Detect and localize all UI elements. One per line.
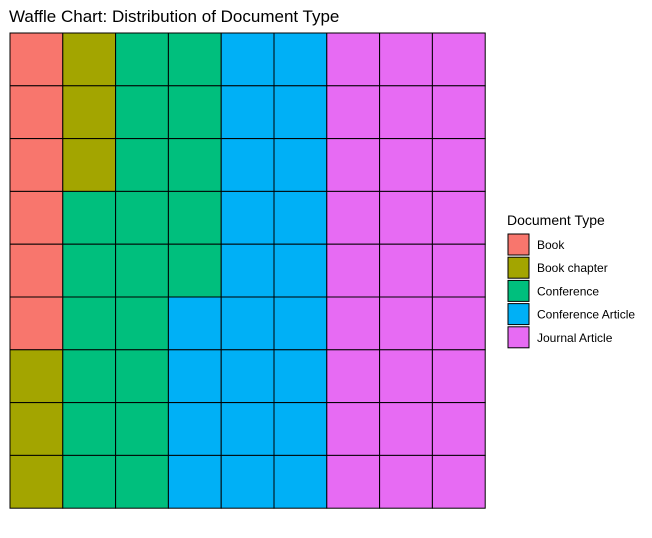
waffle-cell-journal-article [432, 191, 485, 244]
waffle-cell-conference [63, 297, 116, 350]
waffle-cell-journal-article [380, 244, 433, 297]
waffle-cell-conference-article [274, 139, 327, 192]
legend-label-book-chapter: Book chapter [537, 261, 608, 276]
waffle-cell-conference-article [168, 297, 221, 350]
waffle-cell-book [10, 297, 63, 350]
waffle-cell-book-chapter [63, 86, 116, 139]
waffle-cell-conference-article [221, 455, 274, 508]
legend-label-journal-article: Journal Article [537, 330, 613, 345]
waffle-cell-book [10, 139, 63, 192]
chart-title: Waffle Chart: Distribution of Document Type [9, 7, 340, 26]
waffle-cell-journal-article [432, 139, 485, 192]
waffle-cell-journal-article [432, 33, 485, 86]
waffle-cell-journal-article [327, 86, 380, 139]
waffle-cell-book-chapter [10, 403, 63, 456]
waffle-cell-book [10, 244, 63, 297]
waffle-cell-conference-article [221, 350, 274, 403]
waffle-cell-conference-article [168, 455, 221, 508]
waffle-cell-conference [116, 350, 169, 403]
waffle-cell-book-chapter [63, 33, 116, 86]
waffle-cell-conference-article [274, 33, 327, 86]
waffle-cell-journal-article [327, 455, 380, 508]
waffle-cell-conference-article [221, 139, 274, 192]
waffle-cell-journal-article [380, 455, 433, 508]
waffle-cell-conference-article [274, 297, 327, 350]
waffle-cell-book [10, 33, 63, 86]
waffle-cell-conference-article [274, 455, 327, 508]
waffle-cell-conference [63, 403, 116, 456]
waffle-cell-conference-article [221, 191, 274, 244]
waffle-cell-conference [168, 191, 221, 244]
waffle-cell-conference [63, 350, 116, 403]
waffle-cell-book-chapter [10, 455, 63, 508]
waffle-cell-journal-article [432, 455, 485, 508]
waffle-cell-journal-article [432, 244, 485, 297]
waffle-cell-conference [63, 455, 116, 508]
waffle-cell-journal-article [432, 403, 485, 456]
waffle-cell-conference-article [274, 191, 327, 244]
waffle-cell-conference [116, 86, 169, 139]
waffle-cell-journal-article [327, 139, 380, 192]
waffle-cell-conference-article [221, 244, 274, 297]
waffle-cell-conference [168, 244, 221, 297]
legend-key-journal-article [508, 327, 529, 348]
waffle-cell-conference-article [274, 244, 327, 297]
waffle-grid [10, 33, 485, 508]
waffle-cell-conference-article [274, 403, 327, 456]
waffle-cell-journal-article [432, 297, 485, 350]
waffle-cell-journal-article [327, 33, 380, 86]
legend-key-book [508, 234, 529, 255]
waffle-cell-conference-article [221, 33, 274, 86]
waffle-cell-conference-article [221, 403, 274, 456]
legend-label-book: Book [537, 238, 565, 252]
waffle-cell-journal-article [380, 350, 433, 403]
waffle-cell-journal-article [380, 86, 433, 139]
waffle-cell-journal-article [380, 297, 433, 350]
waffle-cell-conference [63, 191, 116, 244]
waffle-cell-conference [168, 86, 221, 139]
waffle-cell-conference [168, 33, 221, 86]
waffle-cell-journal-article [327, 350, 380, 403]
legend-key-book-chapter [508, 257, 529, 278]
waffle-cell-journal-article [327, 403, 380, 456]
legend [508, 234, 635, 348]
waffle-cell-book [10, 191, 63, 244]
legend-label-conference: Conference [537, 284, 600, 299]
waffle-cell-conference [116, 33, 169, 86]
waffle-cell-conference [63, 244, 116, 297]
waffle-cell-journal-article [327, 244, 380, 297]
legend-title: Document Type [507, 212, 605, 228]
legend-label-conference-article: Conference Article [537, 307, 636, 322]
waffle-cell-conference-article [168, 403, 221, 456]
waffle-cell-journal-article [380, 191, 433, 244]
waffle-cell-conference [116, 455, 169, 508]
waffle-cell-conference-article [274, 86, 327, 139]
waffle-cell-conference-article [221, 86, 274, 139]
waffle-cell-journal-article [327, 297, 380, 350]
waffle-cell-journal-article [432, 86, 485, 139]
waffle-cell-conference [116, 244, 169, 297]
waffle-cell-book-chapter [63, 139, 116, 192]
waffle-cell-journal-article [432, 350, 485, 403]
waffle-cell-conference [116, 297, 169, 350]
waffle-cell-journal-article [380, 139, 433, 192]
waffle-cell-conference-article [221, 297, 274, 350]
waffle-cell-conference [116, 191, 169, 244]
waffle-cell-book [10, 86, 63, 139]
waffle-cell-journal-article [380, 33, 433, 86]
waffle-cell-journal-article [327, 191, 380, 244]
waffle-cell-conference [116, 403, 169, 456]
legend-key-conference [508, 280, 529, 301]
waffle-cell-conference-article [168, 350, 221, 403]
waffle-cell-conference-article [274, 350, 327, 403]
waffle-cell-conference [116, 139, 169, 192]
waffle-cell-book-chapter [10, 350, 63, 403]
legend-key-conference-article [508, 304, 529, 325]
waffle-cell-journal-article [380, 403, 433, 456]
waffle-cell-conference [168, 139, 221, 192]
